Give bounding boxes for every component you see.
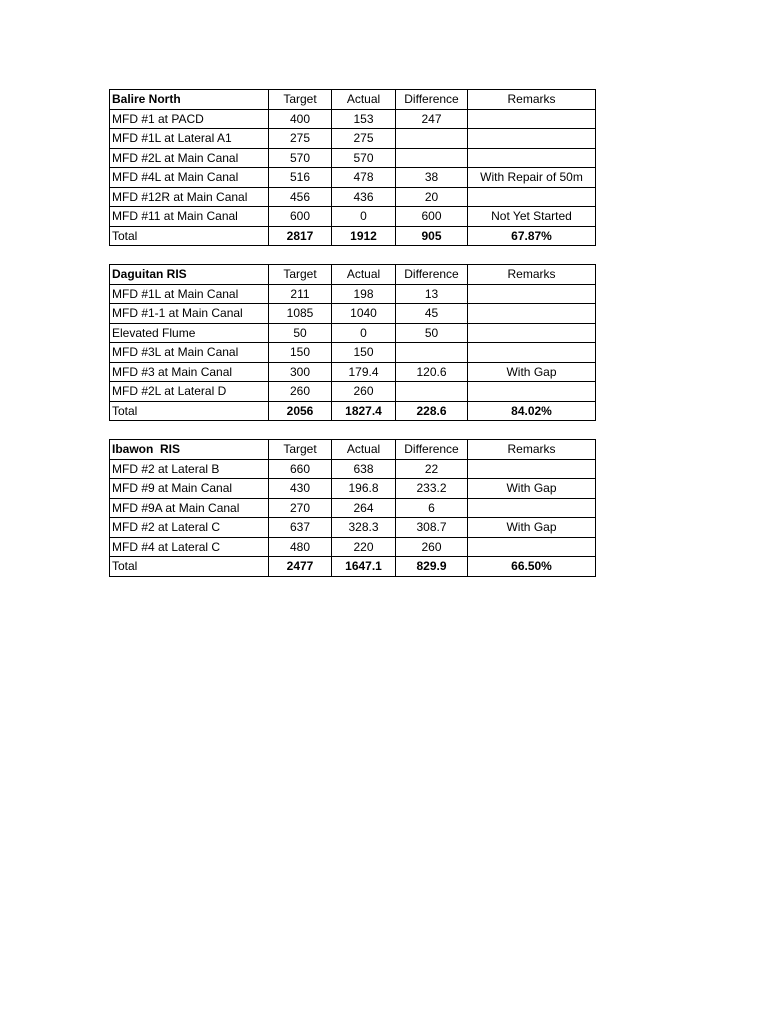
row-actual: 0 [332, 323, 396, 343]
row-name: MFD #3L at Main Canal [110, 343, 269, 363]
row-target: 270 [269, 498, 332, 518]
total-label: Total [110, 557, 269, 577]
total-target: 2056 [269, 401, 332, 421]
row-actual: 328.3 [332, 518, 396, 538]
row-remarks [468, 129, 596, 149]
total-target: 2817 [269, 226, 332, 246]
row-target: 570 [269, 148, 332, 168]
row-remarks: With Repair of 50m [468, 168, 596, 188]
row-target: 1085 [269, 304, 332, 324]
table-row [110, 148, 596, 168]
table-row [110, 362, 596, 382]
row-remarks [468, 148, 596, 168]
row-actual: 478 [332, 168, 396, 188]
table-row [110, 323, 596, 343]
row-remarks [468, 109, 596, 129]
row-target: 150 [269, 343, 332, 363]
table-row [110, 498, 596, 518]
row-remarks: Not Yet Started [468, 207, 596, 227]
row-name: MFD #4L at Main Canal [110, 168, 269, 188]
row-actual: 179.4 [332, 362, 396, 382]
table-balire-north [109, 89, 596, 246]
row-actual: 275 [332, 129, 396, 149]
total-difference: 228.6 [396, 401, 468, 421]
total-percentage: 84.02% [468, 401, 596, 421]
column-header-remarks: Remarks [468, 90, 596, 110]
row-difference [396, 382, 468, 402]
row-target: 430 [269, 479, 332, 499]
table-title: Ibawon RIS [110, 440, 269, 460]
table-title: Daguitan RIS [110, 265, 269, 285]
row-target: 400 [269, 109, 332, 129]
table-ibawon-ris [109, 439, 596, 577]
column-header-target: Target [269, 265, 332, 285]
row-target: 516 [269, 168, 332, 188]
total-row [110, 557, 596, 577]
row-actual: 436 [332, 187, 396, 207]
table-row [110, 129, 596, 149]
table-row [110, 537, 596, 557]
column-header-difference: Difference [396, 90, 468, 110]
table-row [110, 343, 596, 363]
row-name: MFD #12R at Main Canal [110, 187, 269, 207]
table-row [110, 382, 596, 402]
row-difference: 20 [396, 187, 468, 207]
total-row [110, 401, 596, 421]
row-remarks: With Gap [468, 479, 596, 499]
row-difference: 233.2 [396, 479, 468, 499]
row-remarks: With Gap [468, 518, 596, 538]
table-row [110, 284, 596, 304]
column-header-remarks: Remarks [468, 440, 596, 460]
row-name: MFD #9A at Main Canal [110, 498, 269, 518]
row-remarks [468, 498, 596, 518]
column-header-difference: Difference [396, 265, 468, 285]
column-header-difference: Difference [396, 440, 468, 460]
row-difference: 308.7 [396, 518, 468, 538]
row-name: MFD #11 at Main Canal [110, 207, 269, 227]
total-actual: 1827.4 [332, 401, 396, 421]
row-name: MFD #9 at Main Canal [110, 479, 269, 499]
total-target: 2477 [269, 557, 332, 577]
total-row [110, 226, 596, 246]
column-header-actual: Actual [332, 90, 396, 110]
column-header-remarks: Remarks [468, 265, 596, 285]
row-target: 600 [269, 207, 332, 227]
table-row [110, 304, 596, 324]
row-name: MFD #1L at Main Canal [110, 284, 269, 304]
row-difference: 6 [396, 498, 468, 518]
row-actual: 570 [332, 148, 396, 168]
row-difference: 120.6 [396, 362, 468, 382]
row-name: MFD #1 at PACD [110, 109, 269, 129]
row-difference [396, 148, 468, 168]
total-difference: 829.9 [396, 557, 468, 577]
row-actual: 196.8 [332, 479, 396, 499]
total-label: Total [110, 401, 269, 421]
row-target: 456 [269, 187, 332, 207]
row-difference [396, 343, 468, 363]
row-name: Elevated Flume [110, 323, 269, 343]
table-row [110, 518, 596, 538]
row-target: 660 [269, 459, 332, 479]
total-percentage: 67.87% [468, 226, 596, 246]
row-actual: 1040 [332, 304, 396, 324]
spreadsheet-page [109, 89, 595, 577]
table-row [110, 168, 596, 188]
total-percentage: 66.50% [468, 557, 596, 577]
row-target: 275 [269, 129, 332, 149]
column-header-target: Target [269, 90, 332, 110]
row-target: 260 [269, 382, 332, 402]
total-difference: 905 [396, 226, 468, 246]
row-remarks [468, 304, 596, 324]
row-name: MFD #1-1 at Main Canal [110, 304, 269, 324]
row-actual: 153 [332, 109, 396, 129]
row-target: 50 [269, 323, 332, 343]
row-actual: 264 [332, 498, 396, 518]
row-difference: 50 [396, 323, 468, 343]
table-daguitan-ris [109, 264, 596, 421]
row-actual: 638 [332, 459, 396, 479]
table-row [110, 479, 596, 499]
row-remarks [468, 343, 596, 363]
row-difference [396, 129, 468, 149]
row-target: 637 [269, 518, 332, 538]
table-row [110, 109, 596, 129]
total-label: Total [110, 226, 269, 246]
row-actual: 220 [332, 537, 396, 557]
row-difference: 22 [396, 459, 468, 479]
row-target: 480 [269, 537, 332, 557]
row-actual: 198 [332, 284, 396, 304]
row-name: MFD #4 at Lateral C [110, 537, 269, 557]
row-remarks [468, 537, 596, 557]
row-target: 211 [269, 284, 332, 304]
row-name: MFD #2L at Main Canal [110, 148, 269, 168]
table-row [110, 187, 596, 207]
row-name: MFD #2L at Lateral D [110, 382, 269, 402]
total-actual: 1912 [332, 226, 396, 246]
table-row [110, 459, 596, 479]
row-remarks [468, 459, 596, 479]
row-difference: 260 [396, 537, 468, 557]
row-remarks [468, 323, 596, 343]
row-remarks: With Gap [468, 362, 596, 382]
row-difference: 600 [396, 207, 468, 227]
row-name: MFD #2 at Lateral C [110, 518, 269, 538]
row-difference: 13 [396, 284, 468, 304]
column-header-actual: Actual [332, 440, 396, 460]
row-difference: 38 [396, 168, 468, 188]
row-name: MFD #1L at Lateral A1 [110, 129, 269, 149]
row-name: MFD #3 at Main Canal [110, 362, 269, 382]
row-remarks [468, 382, 596, 402]
table-title: Balire North [110, 90, 269, 110]
row-difference: 45 [396, 304, 468, 324]
row-actual: 150 [332, 343, 396, 363]
row-target: 300 [269, 362, 332, 382]
total-actual: 1647.1 [332, 557, 396, 577]
table-header-row [110, 265, 596, 285]
row-difference: 247 [396, 109, 468, 129]
row-actual: 0 [332, 207, 396, 227]
table-header-row [110, 90, 596, 110]
row-remarks [468, 187, 596, 207]
table-row [110, 207, 596, 227]
row-name: MFD #2 at Lateral B [110, 459, 269, 479]
row-remarks [468, 284, 596, 304]
column-header-actual: Actual [332, 265, 396, 285]
column-header-target: Target [269, 440, 332, 460]
row-actual: 260 [332, 382, 396, 402]
table-header-row [110, 440, 596, 460]
